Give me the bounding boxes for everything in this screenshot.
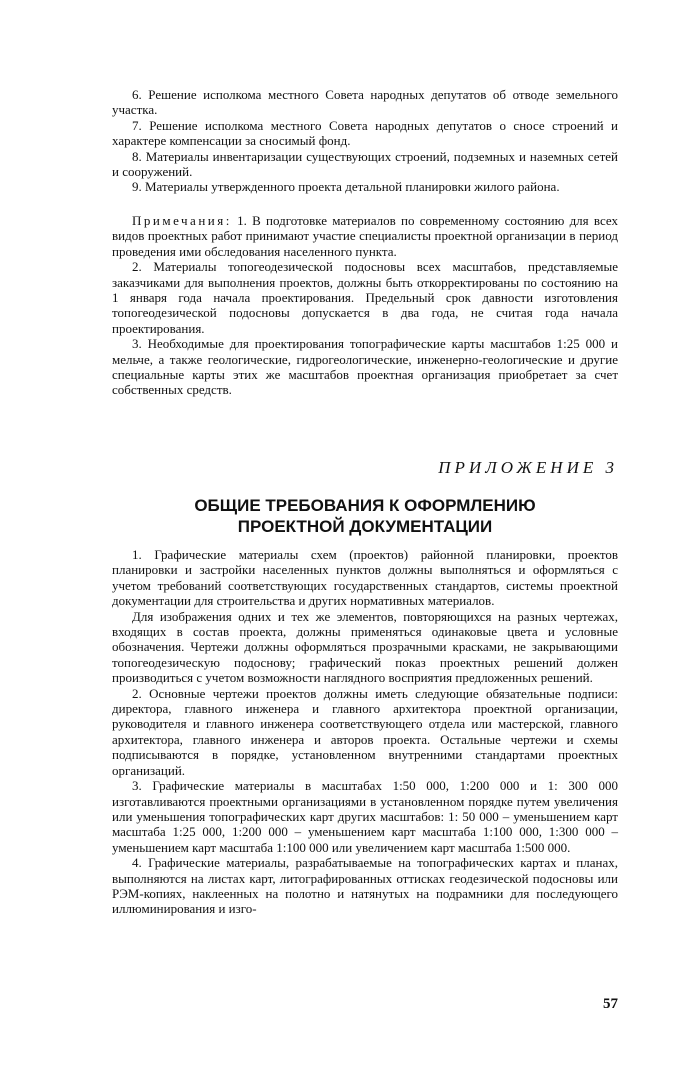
list-item: 7. Решение исполкома местного Совета народных депутатов о сносе строений и характере компенсации за сносимый фонд.: [112, 117, 618, 149]
title-line: ОБЩИЕ ТРЕБОВАНИЯ К ОФОРМЛЕНИЮ: [194, 496, 536, 515]
body-paragraph: 1. Графические материалы схем (проектов) районной планировки, проектов планировки и застройки населенных пунктов должны выполняться и оформляться с учетом требований соответствующих государственных стандартов, системы проектной документации для строительства и других нормативных материалов.: [112, 547, 618, 609]
appendix-label: ПРИЛОЖЕНИЕ 3: [438, 458, 618, 477]
body-paragraph: 4. Графические материалы, разрабатываемые на топографических картах и планах, выполняются на листах карт, литографированных оттисках геодезической подосновы или РЭМ-копиях, наклеенных на полотно и натянутых на подрамники для последующего иллюминирования и изго-: [112, 855, 618, 917]
note-item: 2. Материалы топогеодезической подосновы всех масштабов, представляемые заказчиками для выполнения проектов, должны быть откорректированы по состоянию на 1 января года начала проектирования. Предельный срок давности изготовления топогеодезической подосновы допускается в два года, не считая года начала проектирования.: [112, 259, 618, 336]
requirements-list: [112, 87, 618, 195]
body-paragraph: Для изображения одних и тех же элементов, повторяющихся на разных чертежах, входящих в состав проекта, должны применяться одинаковые цвета и условные обозначения. Чертежи должны оформляться прозрачными красками, не закрывающими топогеодезическую подоснову; графический показ проектных решений должен производиться с учетом возможности наглядного восприятия предложенных решений.: [112, 608, 618, 686]
body-paragraph: 3. Графические материалы в масштабах 1:50 000, 1:200 000 и 1: 300 000 изготавливаются проектными организациями в установленном порядке путем увеличения или уменьшения топографических карт других масштабов: 1: 50 000 – уменьшением карт масштаба 1:25 000, 1:200 000 – уменьшением карт масштаба 1:100 000, 1:300 000 – уменьшением карт масштаба 1:100 000 или увеличением карт масштаба 1:500 000.: [112, 778, 618, 855]
page-number: 57: [603, 996, 618, 1012]
title-line: ПРОЕКТНОЙ ДОКУМЕНТАЦИИ: [237, 517, 493, 536]
body-paragraph: 2. Основные чертежи проектов должны иметь следующие обязательные подписи: директора, главного инженера и главного архитектора проектной организации, руководителя и главного инженера соответствующего отдела или мастерской, главного архитектора, главного инженера и авторов проекта. Остальные чертежи и схемы подписываются в порядке, установленном внутренними стандартами проектных организаций.: [112, 685, 618, 778]
notes-label: Примечания:: [132, 213, 232, 228]
body-text: [112, 547, 618, 917]
list-item: 9. Материалы утвержденного проекта детальной планировки жилого района.: [132, 179, 560, 195]
section-title: [112, 495, 618, 537]
list-item: 8. Материалы инвентаризации существующих строений, подземных и наземных сетей и сооружений.: [112, 148, 618, 180]
note-text: 1. В подготовке материалов по современному состоянию для всех видов проектных работ принимают участие специалисты проектной организации в период проведения ими обследования населенного пункта.: [112, 213, 618, 259]
note-item: 3. Необходимые для проектирования топографические карты масштабов 1:25 000 и мельче, а также геологические, гидрогеологические, инженерно-геологические и другие специальные карты этих же масштабов проектная организация приобретает за счет собственных средств.: [112, 336, 618, 398]
notes-section: [112, 213, 618, 398]
list-item: 6. Решение исполкома местного Совета народных депутатов об отводе земельного участка.: [112, 87, 618, 118]
note-item: [112, 213, 618, 259]
